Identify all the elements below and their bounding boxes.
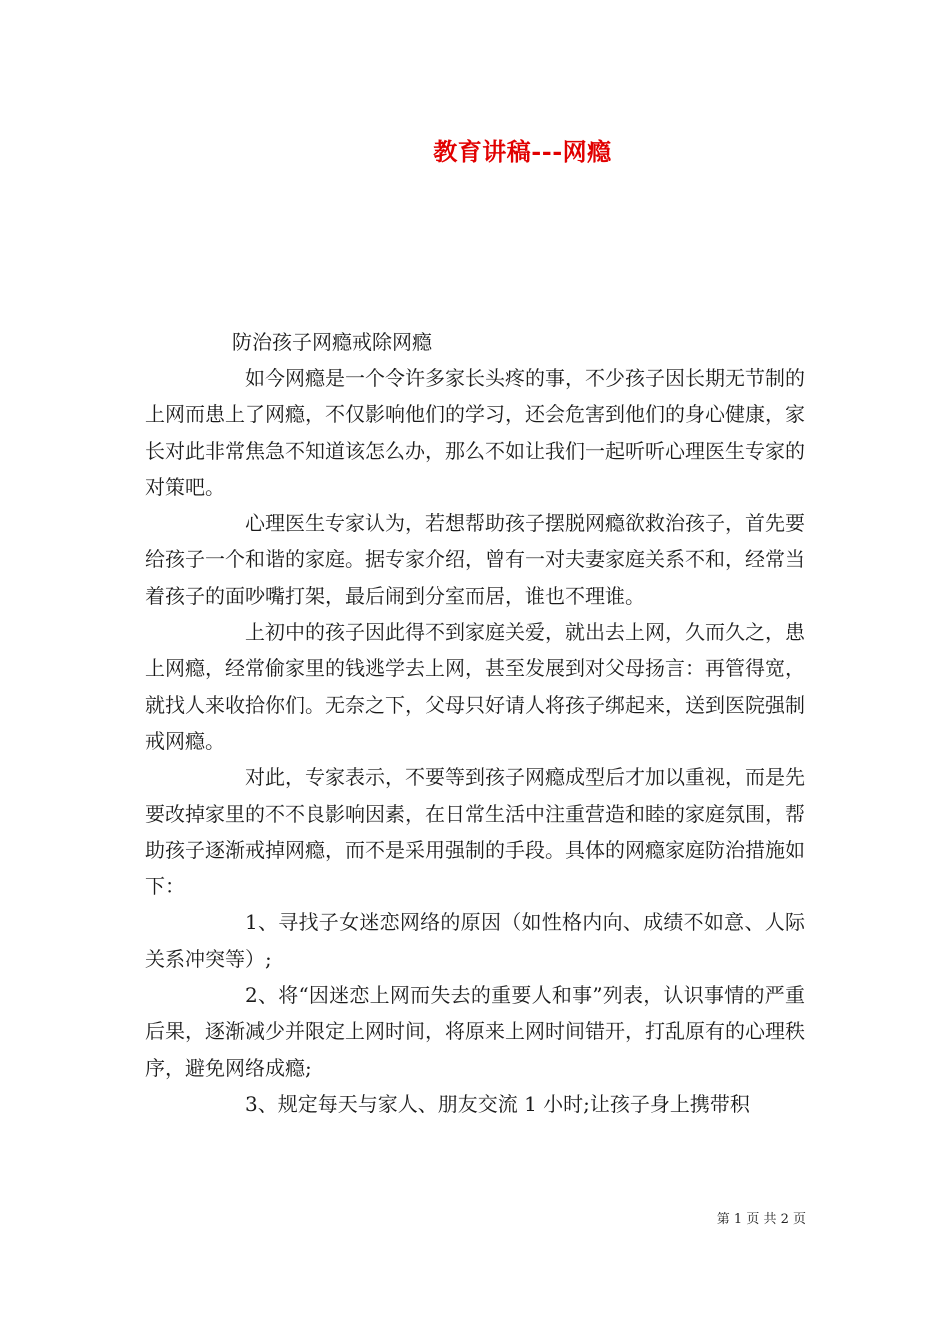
document-title: 教育讲稿---网瘾 — [433, 137, 612, 166]
paragraph: 上初中的孩子因此得不到家庭关爱，就出去上网，久而久之，患上网瘾，经常偷家里的钱逃学去上网，甚至发展到对父母扬言：再管得宽，就找人来收拾你们。无奈之下，父母只好请人将孩子绑起来，送到医院强制戒网瘾。 — [145, 620, 805, 753]
list-item: 3、规定每天与家人、朋友交流 1 小时;让孩子身上携带积 — [245, 1091, 750, 1116]
page-footer: 第 1 页 共 2 页 — [716, 1212, 806, 1227]
paragraph: 如今网瘾是一个令许多家长头疼的事，不少孩子因长期无节制的上网而患上了网瘾，不仅影响他们的学习，还会危害到他们的身心健康，家长对此非常焦急不知道该怎么办，那么不如让我们一起听听心理医生专家的对策吧。 — [145, 366, 805, 499]
document-subtitle: 防治孩子网瘾戒除网瘾 — [232, 330, 432, 354]
list-item: 1、寻找子女迷恋网络的原因（如性格内向、成绩不如意、人际关系冲突等）; — [145, 910, 805, 971]
paragraph: 对此，专家表示，不要等到孩子网瘾成型后才加以重视，而是先要改掉家里的不不良影响因素，在日常生活中注重营造和睦的家庭氛围，帮助孩子逐渐戒掉网瘾，而不是采用强制的手段。具体的网瘾家庭防治措施如下： — [145, 765, 805, 899]
document-body — [145, 360, 805, 1122]
paragraph: 心理医生专家认为，若想帮助孩子摆脱网瘾欲救治孩子，首先要给孩子一个和谐的家庭。据专家介绍，曾有一对夫妻家庭关系不和，经常当着孩子的面吵嘴打架，最后闹到分室而居，谁也不理谁。 — [145, 511, 805, 608]
list-item: 2、将“因迷恋上网而失去的重要人和事”列表，认识事情的严重后果，逐渐减少并限定上网时间，将原来上网时间错开，打乱原有的心理秩序，避免网络成瘾; — [145, 983, 805, 1080]
